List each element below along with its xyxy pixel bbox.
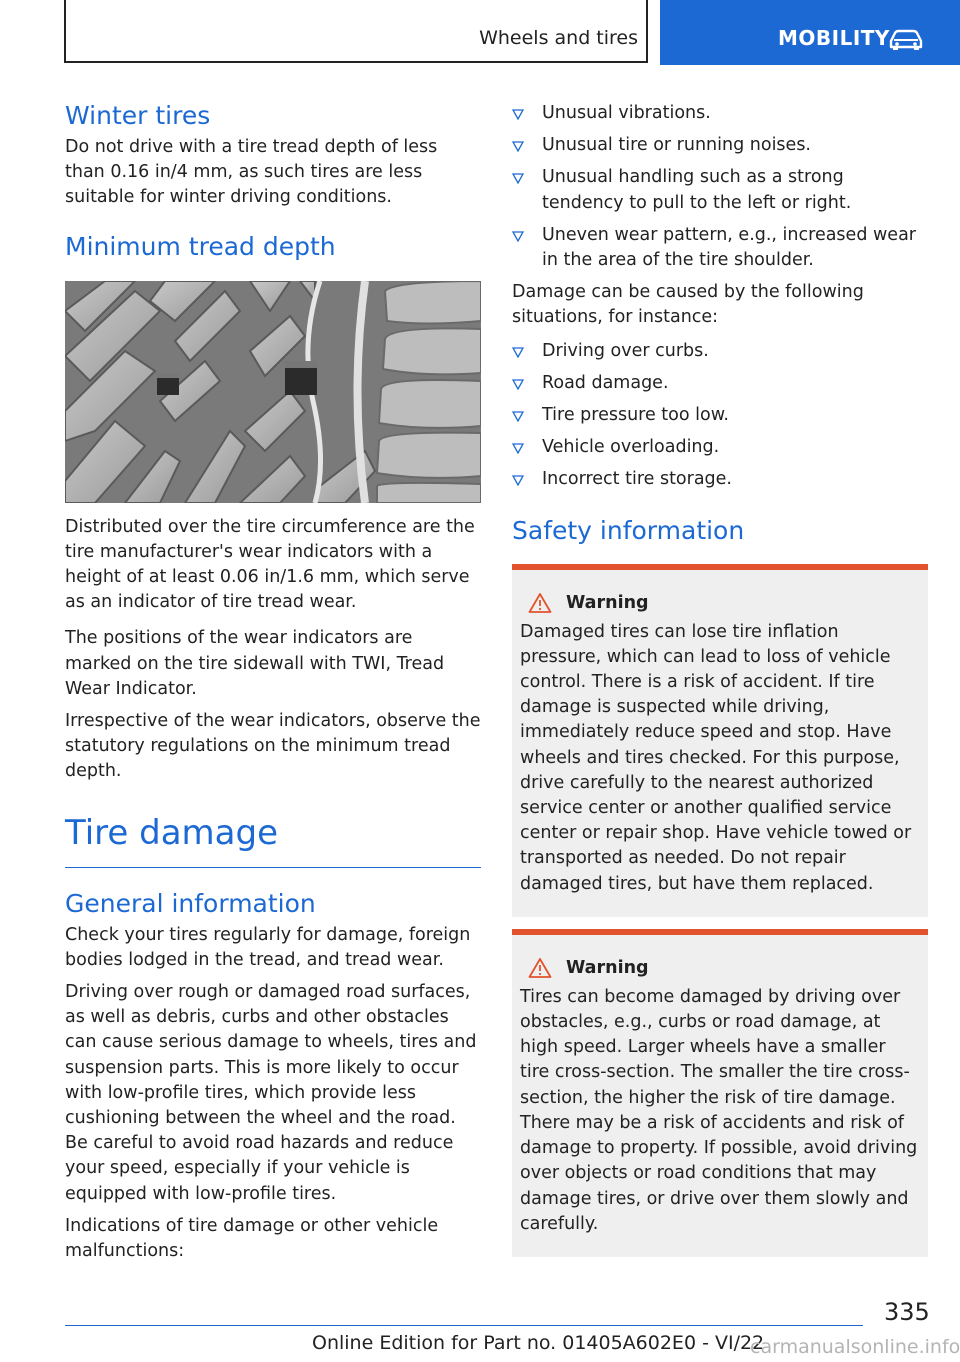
header-section-title: Wheels and tires — [479, 27, 638, 49]
warning-header — [520, 957, 920, 979]
warning-title: Warning — [566, 957, 649, 978]
header-chapter-tab — [660, 0, 960, 65]
triangle-bullet-icon — [512, 346, 524, 358]
triangle-bullet-icon — [512, 474, 524, 486]
header-chapter-title: MOBILITY — [778, 26, 890, 50]
general-info-heading: General information — [65, 888, 316, 918]
winter-tires-text: Do not drive with a tire tread depth of less than 0.16 in/4 mm, as such tires are less suitable for winter driving conditions. — [65, 137, 438, 208]
safety-info-heading: Safety information — [512, 515, 745, 545]
warning-title: Warning — [566, 592, 649, 613]
general-paragraph-2: Driving over rough or damaged road surfaces, as well as debris, curbs and other obstacles can cause serious damage to wheels, tires and suspension parts. This is more likely to occur with low-profile tires, which provide less cushioning between the wheel and the road. Be careful to avoid road hazards and reduce your speed, especially if your vehicle is equipped with low-profile tires. — [65, 982, 477, 1204]
general-paragraph-3: Indications of tire damage or other vehicle malfunctions: — [65, 1215, 439, 1262]
warning-box-1 — [512, 564, 928, 917]
tire-damage-heading: Tire damage — [65, 812, 278, 853]
causes-list — [512, 339, 928, 493]
right-column — [512, 100, 928, 1257]
warning-triangle-icon — [528, 957, 552, 979]
list-item: Road damage. — [512, 371, 928, 396]
warning-box-2 — [512, 929, 928, 1257]
min-tread-paragraph-2: The positions of the wear indicators are marked on the tire sidewall with TWI, Tread Wear Indicator. — [65, 628, 445, 699]
winter-tires-heading: Winter tires — [65, 101, 211, 130]
triangle-bullet-icon — [512, 140, 524, 152]
left-column — [65, 100, 481, 1264]
footer-rule — [65, 1325, 863, 1326]
footer-edition: Online Edition for Part no. 01405A602E0 - VI/22 — [312, 1332, 765, 1354]
min-tread-paragraph-1: Distributed over the tire circumference are the tire manufacturer's wear indicators with a height of at least 0.06 in/1.6 mm, which serve as an indicator of tire tread wear. — [65, 516, 475, 613]
triangle-bullet-icon — [512, 378, 524, 390]
list-item: Driving over curbs. — [512, 339, 928, 364]
causes-intro: Damage can be caused by the following situations, for instance: — [512, 282, 864, 328]
footer-watermark: carmanualsonline.info — [750, 1336, 960, 1358]
tire-tread-illustration — [65, 281, 481, 503]
indications-list — [512, 101, 928, 273]
triangle-bullet-icon — [512, 172, 524, 184]
list-item: Unusual tire or running noises. — [512, 133, 928, 158]
warning-text: Tires can become damaged by driving over obstacles, e.g., curbs or road damage, at high speed. Larger wheels have a smaller tire cross-section. The smaller the tire cross-section, the higher the risk of tire damage. There may be a risk of accidents and risk of damage to property. If possible, avoid driving over objects or road conditions that may damage tires, or drive over them slowly and carefully. — [520, 986, 918, 1234]
triangle-bullet-icon — [512, 108, 524, 120]
header-section-box — [64, 0, 648, 63]
min-tread-paragraph-3: Irrespective of the wear indicators, observe the statutory regulations on the minimum tread depth. — [65, 711, 481, 782]
warning-header — [520, 592, 920, 614]
warning-text: Damaged tires can lose tire inflation pressure, which can lead to loss of vehicle control. There is a risk of accident. If tire damage is suspected while driving, immediately reduce speed and stop. Have wheels and tires checked. For this purpose, drive carefully to the nearest authorized service center or another qualified service center or repair shop. Have vehicle towed or transported as needed. Do not repair damaged tires, but have them replaced. — [520, 621, 912, 894]
general-paragraph-1: Check your tires regularly for damage, foreign bodies lodged in the tread, and tread wear. — [65, 924, 471, 970]
list-item: Tire pressure too low. — [512, 403, 928, 428]
warning-triangle-icon — [528, 592, 552, 614]
list-item: Incorrect tire storage. — [512, 467, 928, 492]
list-item: Vehicle overloading. — [512, 435, 928, 460]
list-item: Unusual vibrations. — [512, 101, 928, 126]
triangle-bullet-icon — [512, 442, 524, 454]
triangle-bullet-icon — [512, 230, 524, 242]
triangle-bullet-icon — [512, 410, 524, 422]
min-tread-heading: Minimum tread depth — [65, 231, 336, 261]
car-icon — [888, 27, 924, 51]
list-item: Unusual handling such as a strong tendency to pull to the left or right. — [512, 165, 928, 215]
list-item: Uneven wear pattern, e.g., increased wear in the area of the tire shoulder. — [512, 223, 928, 273]
tire-damage-rule — [65, 867, 481, 868]
page-number: 335 — [884, 1298, 930, 1326]
